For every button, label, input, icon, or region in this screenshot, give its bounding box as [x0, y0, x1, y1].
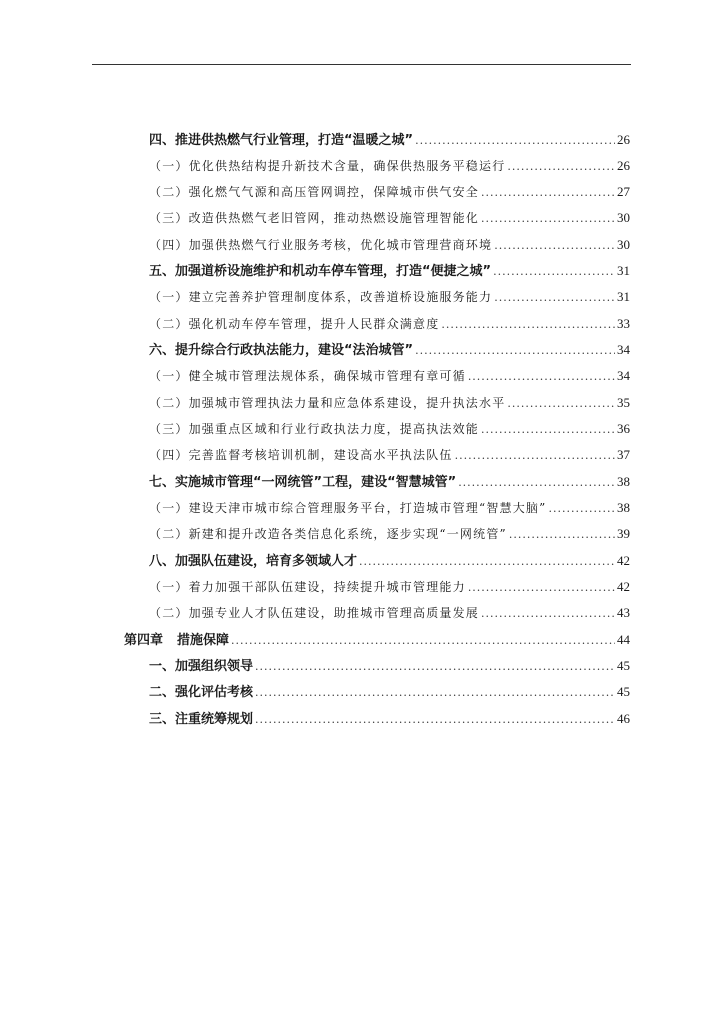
dot-leader	[494, 287, 615, 309]
dot-leader	[415, 340, 615, 362]
dot-leader	[415, 130, 615, 152]
toc-page-number: 34	[617, 368, 630, 383]
dot-leader	[509, 524, 615, 546]
toc-entry-title: （二）强化机动车停车管理，提升人民群众满意度	[149, 317, 440, 331]
toc-page-number: 35	[617, 395, 630, 410]
dot-leader	[507, 393, 615, 415]
toc-entry-title: 七、实施城市管理“一网统管”工程，建设“智慧城管”	[149, 475, 457, 490]
toc-entry[interactable]	[149, 444, 630, 466]
toc-page-number: 36	[617, 421, 630, 436]
toc-entry-title: （四）完善监督考核培训机制，建设高水平执法队伍	[149, 448, 453, 462]
toc-entry-title: （一）优化供热结构提升新技术含量，确保供热服务平稳运行	[149, 159, 506, 173]
toc-entry-title: 六、提升综合行政执法能力，建设“法治城管”	[149, 343, 414, 358]
dot-leader	[255, 709, 615, 731]
toc-entry-title: 四、推进供热燃气行业管理，打造“温暖之城”	[149, 133, 414, 148]
toc-entry[interactable]	[149, 234, 630, 256]
toc-entry[interactable]	[149, 129, 630, 151]
toc-entry[interactable]	[149, 155, 630, 177]
toc-entry[interactable]	[149, 655, 630, 677]
toc-entry-title: 一、加强组织领导	[149, 659, 254, 674]
chapter-label: 第四章	[124, 633, 164, 648]
toc-page-number: 43	[617, 605, 630, 620]
toc-page-number: 31	[617, 263, 630, 278]
dot-leader	[458, 472, 615, 494]
toc-page-number: 46	[617, 711, 630, 726]
toc-entry[interactable]	[149, 602, 630, 624]
toc-entry-title: （二）新建和提升改造各类信息化系统，逐步实现“一网统管”	[149, 527, 507, 541]
toc-entry[interactable]	[149, 181, 630, 203]
toc-entry-title	[124, 630, 229, 652]
toc-entry-title: （二）加强城市管理执法力量和应急体系建设，提升执法水平	[149, 396, 506, 410]
chapter-title: 措施保障	[177, 633, 230, 648]
toc-entry-title: 三、注重统筹规划	[149, 712, 254, 727]
toc-entry[interactable]	[149, 471, 630, 493]
toc-entry[interactable]	[149, 339, 630, 361]
toc-page-number: 30	[617, 237, 630, 252]
dot-leader	[455, 445, 615, 467]
toc-page-number: 33	[617, 316, 630, 331]
toc-entry-title: （一）着力加强干部队伍建设，持续提升城市管理能力	[149, 580, 466, 594]
dot-leader	[468, 366, 615, 388]
toc-entry[interactable]	[149, 681, 630, 703]
toc-page-number: 42	[617, 553, 630, 568]
toc-entry[interactable]	[149, 313, 630, 335]
dot-leader	[493, 261, 615, 283]
toc-page-number: 38	[617, 474, 630, 489]
toc-page-number: 34	[617, 342, 630, 357]
toc-page-number: 42	[617, 579, 630, 594]
dot-leader	[255, 656, 615, 678]
toc-entry[interactable]	[149, 497, 630, 519]
dot-leader	[481, 208, 615, 230]
toc-entry-title: （二）加强专业人才队伍建设，助推城市管理高质量发展	[149, 606, 480, 620]
toc-entry-title: （二）强化燃气气源和高压管网调控，保障城市供气安全	[149, 185, 480, 199]
toc-page-number: 27	[617, 184, 630, 199]
toc-entry[interactable]	[149, 207, 630, 229]
toc-entry[interactable]	[149, 286, 630, 308]
toc-entry-title: （三）加强重点区域和行业行政执法力度，提高执法效能	[149, 422, 480, 436]
toc-entry-title: 二、强化评估考核	[149, 685, 254, 700]
toc-page-number: 26	[617, 158, 630, 173]
toc-entry[interactable]	[149, 576, 630, 598]
toc-entry-title: 八、加强队伍建设，培育多领域人才	[149, 554, 358, 569]
toc-entry[interactable]	[149, 708, 630, 730]
dot-leader	[481, 419, 615, 441]
toc-page-number: 37	[617, 447, 630, 462]
toc-page-number: 44	[617, 632, 630, 647]
toc-page-number: 45	[617, 658, 630, 673]
toc-entry[interactable]	[149, 418, 630, 440]
toc-entry[interactable]	[149, 260, 630, 282]
toc-page-number: 39	[617, 526, 630, 541]
toc-entry-title: （三）改造供热燃气老旧管网，推动热燃设施管理智能化	[149, 211, 480, 225]
toc-entry-title: （一）健全城市管理法规体系，确保城市管理有章可循	[149, 369, 466, 383]
toc-entry[interactable]	[149, 365, 630, 387]
dot-leader	[507, 156, 615, 178]
toc-page-number: 45	[617, 684, 630, 699]
dot-leader	[255, 682, 615, 704]
toc-entry[interactable]	[149, 392, 630, 414]
toc-entry-title: （一）建立完善养护管理制度体系，改善道桥设施服务能力	[149, 290, 493, 304]
dot-leader	[481, 603, 615, 625]
toc-entry-title: （四）加强供热燃气行业服务考核，优化城市管理营商环境	[149, 238, 493, 252]
toc-page-number: 31	[617, 289, 630, 304]
dot-leader	[359, 551, 615, 573]
dot-leader	[548, 498, 615, 520]
dot-leader	[441, 314, 615, 336]
header-rule	[92, 64, 631, 65]
toc-entry-title: （一）建设天津市城市综合管理服务平台，打造城市管理“智慧大脑”	[149, 501, 547, 515]
toc-entry[interactable]	[149, 523, 630, 545]
dot-leader	[231, 630, 615, 652]
toc-page-number: 26	[617, 132, 630, 147]
toc-page-number: 38	[617, 500, 630, 515]
dot-leader	[481, 182, 615, 204]
toc-chapter-entry[interactable]	[124, 629, 630, 651]
toc-entry[interactable]	[149, 550, 630, 572]
dot-leader	[494, 235, 615, 257]
toc-page-number: 30	[617, 210, 630, 225]
toc-entry-title: 五、加强道桥设施维护和机动车停车管理，打造“便捷之城”	[149, 264, 492, 279]
dot-leader	[468, 577, 615, 599]
